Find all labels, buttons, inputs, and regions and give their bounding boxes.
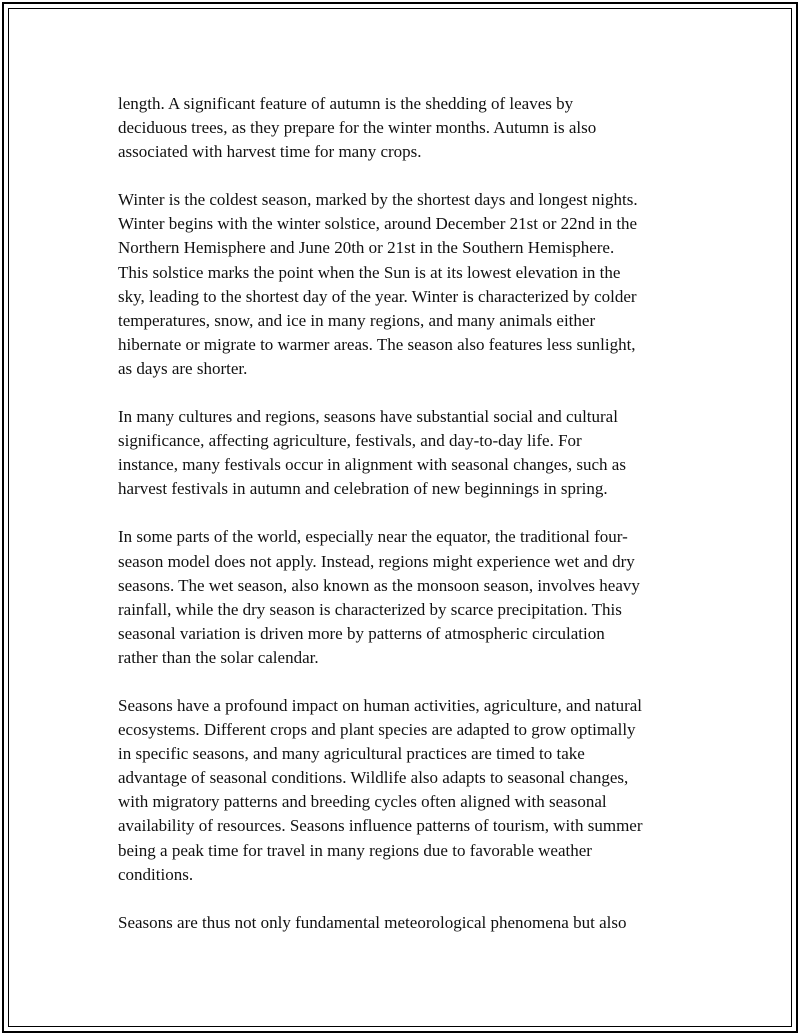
paragraph-cultural-significance: In many cultures and regions, seasons have substantial social and cultural significance, affecting agriculture, festivals, and day-to-day life. For instance, many festivals occur in alignment with seasonal changes, such as harvest festivals in autumn and celebration of new beginnings in spring. — [118, 407, 626, 499]
paragraph-winter: Winter is the coldest season, marked by the shortest days and longest nights. Winter begins with the winter solstice, around December 21st or 22nd in the Northern Hemisphere and June 20th or 21st in the Southern Hemisphere. This solstice marks the point when the Sun is at its lowest elevation in the sky, leading to the shortest day of the year. Winter is characterized by colder temperatures, snow, and ice in many regions, and many animals either hibernate or migrate to warmer areas. The season also features less sunlight, as days are shorter. — [118, 190, 638, 378]
paragraph-autumn-continuation: length. A significant feature of autumn is the shedding of leaves by deciduous trees, as they prepare for the winter months. Autumn is also associated with harvest time for many crops. — [118, 94, 597, 162]
paragraph-seasonal-impact: Seasons have a profound impact on human activities, agriculture, and natural ecosystems. Different crops and plant species are adapted to grow optimally in specific seasons, and many agricultural practices are timed to take advantage of seasonal conditions. Wildlife also adapts to seasonal changes, with migratory patterns and breeding cycles often aligned with seasonal availability of resources. Seasons influence patterns of tourism, with summer being a peak time for travel in many regions due to favorable weather conditions. — [118, 695, 643, 884]
paragraph-conclusion-fragment: Seasons are thus not only fundamental meteorological phenomena but also — [118, 912, 627, 932]
document-body — [118, 92, 690, 935]
paragraph-wet-dry-seasons: In some parts of the world, especially near the equator, the traditional four- season model does not apply. Instead, regions might experience wet and dry seasons. The wet season, also known as the monsoon season, involves heavy rainfall, while the dry season is characterized by scarce precipitation. This seasonal variation is driven more by patterns of atmospheric circulation rather than the solar calendar. — [118, 527, 640, 667]
